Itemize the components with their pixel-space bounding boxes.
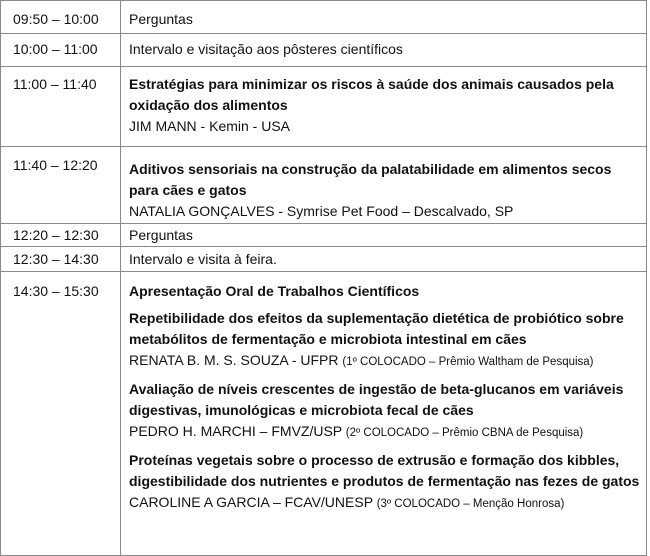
time-cell: 12:30 – 14:30 xyxy=(1,247,121,272)
activity-cell: Perguntas xyxy=(121,224,647,247)
time-cell: 14:30 – 15:30 xyxy=(1,272,121,556)
presentation-title: Proteínas vegetais sobre o processo de extrusão e formação dos kibbles, digestibilidade dos nutrientes e produtos de fermentação nas fezes de gatos xyxy=(129,452,640,489)
presentation-title: Avaliação de níveis crescentes de ingestão de beta-glucanos em variáveis digestivas, imunológicas e microbiota fecal de cães xyxy=(129,381,624,418)
time-cell: 11:00 – 11:40 xyxy=(1,67,121,147)
award-note: (3º COLOCADO – Menção Honrosa) xyxy=(376,498,565,510)
talk-speaker: NATALIA GONÇALVES - Symrise Pet Food – Descalvado, SP xyxy=(129,203,514,219)
schedule-row xyxy=(1,247,647,272)
presentation-item xyxy=(129,450,642,515)
presentation-item xyxy=(129,379,642,444)
talk-title: Estratégias para minimizar os riscos à saúde dos animais causados pela oxidação dos alimentos xyxy=(129,76,614,113)
award-note: (2º COLOCADO – Prêmio CBNA de Pesquisa) xyxy=(345,427,584,439)
oral-presentations-cell xyxy=(121,272,647,556)
schedule-row xyxy=(1,67,647,147)
presentation-speaker: PEDRO H. MARCHI – FMVZ/USP xyxy=(129,423,342,439)
presentation-speaker-line xyxy=(129,350,642,373)
presentation-speaker-line xyxy=(129,421,642,444)
time-cell: 09:50 – 10:00 xyxy=(1,1,121,34)
time-cell: 11:40 – 12:20 xyxy=(1,147,121,224)
activity-cell: Perguntas xyxy=(121,1,647,34)
talk-title: Aditivos sensoriais na construção da palatabilidade em alimentos secos para cães e gatos xyxy=(129,161,612,198)
schedule-row xyxy=(1,34,647,67)
talk-cell xyxy=(121,67,647,147)
activity-cell: Intervalo e visita à feira. xyxy=(121,247,647,272)
presentation-title: Repetibilidade dos efeitos da suplementação dietética de probiótico sobre metabólitos de fermentação e microbiota intestinal em cães xyxy=(129,310,624,347)
activity-cell: Intervalo e visitação aos pôsteres científicos xyxy=(121,34,647,67)
schedule-row xyxy=(1,224,647,247)
presentation-item xyxy=(129,308,642,373)
award-note: (1º COLOCADO – Prêmio Waltham de Pesquisa) xyxy=(342,356,594,368)
session-heading: Apresentação Oral de Trabalhos Científicos xyxy=(129,283,420,299)
talk-cell xyxy=(121,147,647,224)
presentation-speaker: RENATA B. M. S. SOUZA - UFPR xyxy=(129,352,339,368)
talk-speaker: JIM MANN - Kemin - USA xyxy=(129,118,291,134)
presentation-speaker-line xyxy=(129,492,642,515)
schedule-row xyxy=(1,272,647,556)
schedule-row xyxy=(1,1,647,34)
time-cell: 10:00 – 11:00 xyxy=(1,34,121,67)
time-cell: 12:20 – 12:30 xyxy=(1,224,121,247)
presentation-speaker: CAROLINE A GARCIA – FCAV/UNESP xyxy=(129,494,373,510)
schedule-row xyxy=(1,147,647,224)
